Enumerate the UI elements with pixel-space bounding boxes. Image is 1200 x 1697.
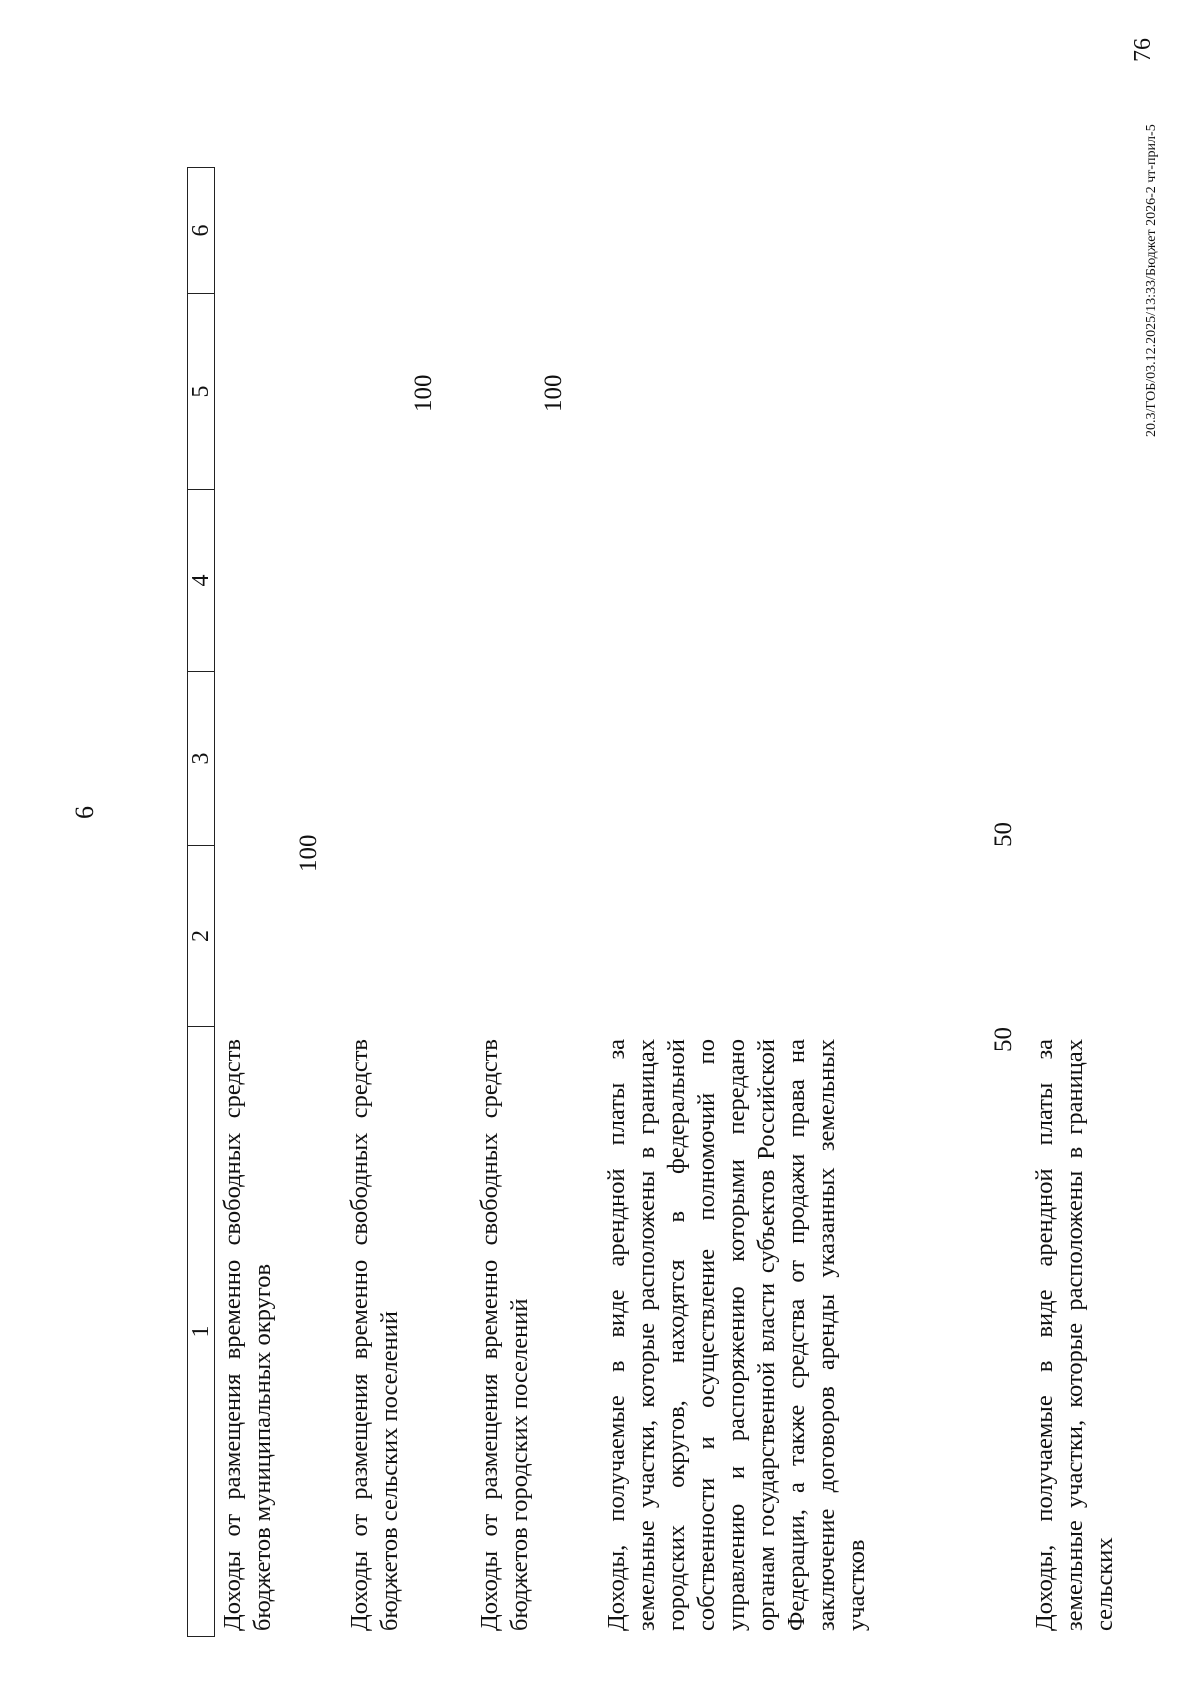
- table-row-2-description: Доходы от размещения временно свободных средств бюджетов сельских поселений: [346, 1039, 403, 1631]
- footer-stamp: 20.3/ГОБ/03.12.2025/13:33/Бюджет 2026-2 чт-прил-5: [1144, 124, 1159, 437]
- table-row-2-col5: 100: [410, 374, 437, 412]
- table-row-4-description: Доходы, получаемые в виде арендной платы за земельные участки, которые расположены в границах городских округов, находятся в федеральной собственности и осуществление полномочий по управлению и распоряжению которыми передано органам государственной власти субъектов Российской Федерации, а также средства от продажи права на заключение договоров аренды указанных земельных участков: [603, 1039, 870, 1631]
- table-row-3-description: Доходы от размещения временно свободных средств бюджетов городских поселений: [476, 1039, 533, 1631]
- table-row-3-col5: 100: [540, 374, 567, 412]
- table-row-5-description: Доходы, получаемые в виде арендной платы за земельные участки, которые расположены в границах сельских: [1031, 1039, 1118, 1631]
- header-col-3: 3: [188, 671, 214, 845]
- header-col-5: 5: [188, 293, 214, 489]
- table-row-1-description: Доходы от размещения временно свободных средств бюджетов муниципальных округов: [219, 1039, 276, 1631]
- header-col-2: 2: [188, 845, 214, 1026]
- header-col-1: 1: [188, 1026, 214, 1636]
- table-row-1-col3: 100: [295, 834, 322, 872]
- scan-page-number: 76: [1130, 38, 1156, 62]
- page-number: 6: [70, 806, 99, 819]
- header-col-4: 4: [188, 489, 214, 671]
- table-row-4-col2: 50: [990, 1027, 1017, 1052]
- table-header-row: [187, 167, 215, 1637]
- header-col-6: 6: [187, 224, 214, 237]
- table-row-4-col3: 50: [990, 822, 1017, 847]
